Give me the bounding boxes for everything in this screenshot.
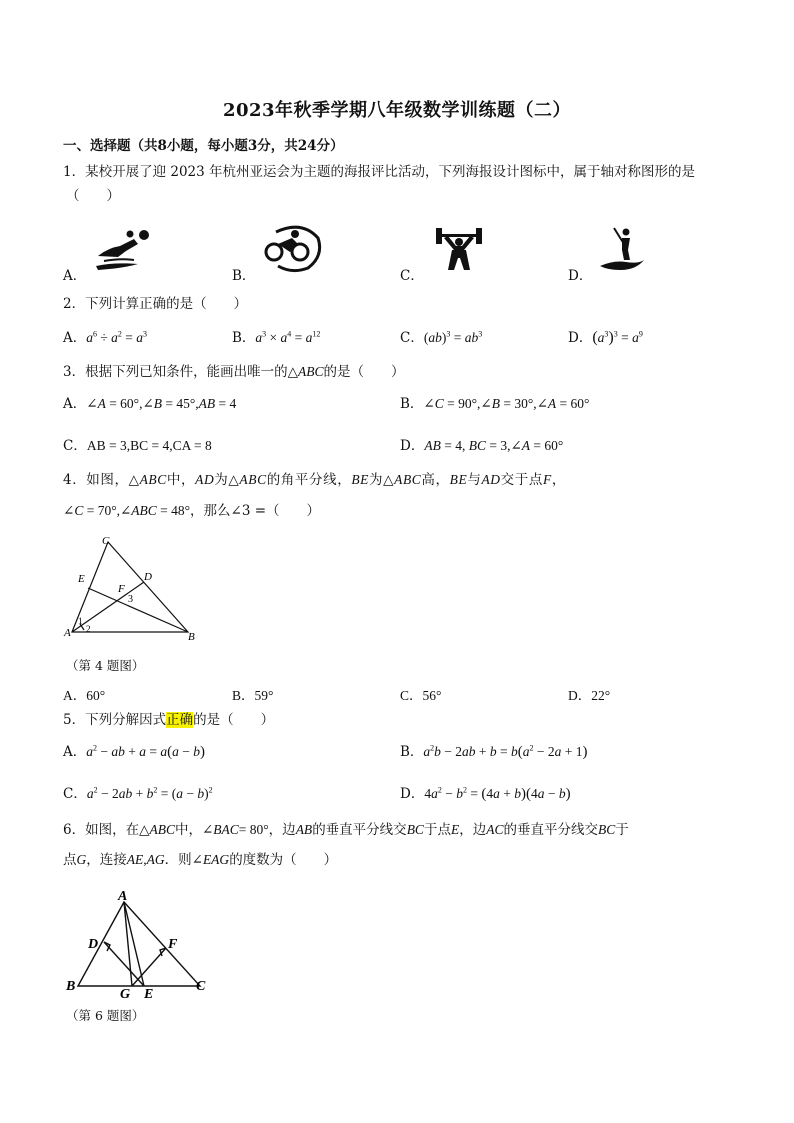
fig4-label-e: E — [78, 573, 85, 585]
question-2-stem: 2．下列计算正确的是（ ） — [63, 296, 248, 312]
question-6-stem-line1: 6．如图，在△ABC中，∠BAC= 80°，边AB的垂直平分线交BC于点E，边AC的垂直平分线交BC于 — [63, 822, 629, 838]
fig4-label-2: 2 — [86, 624, 91, 634]
q4-option-b: B．59° — [232, 688, 274, 703]
question-5-stem: 5．下列分解因式正确的是（ ） — [63, 712, 275, 728]
q3-option-b: B．∠C = 90°,∠B = 30°,∠A = 60° — [400, 396, 590, 412]
highlighted-word: 正确 — [166, 712, 194, 728]
fig6-label-f: F — [168, 937, 178, 952]
cyclist-icon — [262, 222, 324, 274]
fig6-label-c: C — [196, 979, 206, 994]
question-3-stem: 3．根据下列已知条件，能画出唯一的△ABC的是（ ） — [63, 364, 405, 380]
fig6-label-b: B — [66, 979, 76, 994]
q4-option-c: C．56° — [400, 688, 442, 703]
q2-option-c: C．$(ab)^3 = ab^3$ — [400, 329, 483, 346]
q1-option-b-label: B． — [232, 268, 256, 284]
figure-6-triangle — [62, 890, 222, 1000]
q5-option-c: C．$a^2 - 2ab + b^2 = (a - b)^2$ — [63, 785, 213, 802]
q5-option-b: B．$a^2b - 2ab + b = b(a^2 - 2a + 1)$ — [400, 743, 588, 760]
q3-option-d: D．AB = 4, BC = 3,∠A = 60° — [400, 438, 564, 454]
fig4-label-c: C — [102, 535, 110, 547]
question-1-stem: 1．某校开展了迎 2023 年杭州亚运会为主题的海报评比活动，下列海报设计图标中，属于轴对称图形的是 — [63, 164, 696, 180]
figure-6-caption: （第 6 题图） — [66, 1008, 145, 1023]
fig4-label-1: 1 — [78, 616, 83, 626]
q4-option-d: D．22° — [568, 688, 611, 703]
q3-option-c: C．AB = 3,BC = 4,CA = 8 — [63, 438, 212, 454]
question-4-stem-line2: ∠C = 70°,∠ABC = 48°，那么∠3 =（ ） — [63, 503, 321, 519]
golfer-icon — [596, 226, 646, 274]
fig4-label-b: B — [188, 631, 195, 643]
q3-option-a: A．∠A = 60°,∠B = 45°,AB = 4 — [63, 396, 237, 412]
fig4-label-3: 3 — [128, 594, 133, 605]
q1-option-c-label: C． — [400, 268, 424, 284]
fig4-label-f: F — [118, 583, 125, 595]
q1-option-a-label: A． — [63, 268, 87, 284]
figure-4-triangle — [62, 532, 202, 644]
weightlifter-icon — [432, 224, 486, 274]
question-6-stem-line2: 点G，连接AE,AG．则∠EAG的度数为（ ） — [63, 852, 338, 868]
fig6-label-g: G — [120, 987, 131, 1000]
fig6-label-e: E — [144, 987, 154, 1000]
q5-option-d: D．$4a^2 - b^2 = (4a + b)(4a - b)$ — [400, 785, 571, 802]
q5-option-a: A．$a^2$ − ab + a = a(a − b) — [63, 743, 205, 760]
fig4-label-a: A — [64, 627, 71, 639]
q2-option-a: A．$a^6 \div a^2 = a^3$ — [63, 329, 148, 346]
q1-option-d-label: D． — [568, 268, 593, 284]
fig6-label-d: D — [88, 937, 99, 952]
page-title: 2023年秋季学期八年级数学训练题（二） — [222, 100, 572, 121]
section-heading: 一、选择题（共8小题，每小题3分，共24分） — [63, 138, 344, 154]
volleyball-player-icon — [94, 226, 154, 272]
figure-4-caption: （第 4 题图） — [66, 658, 145, 673]
fig6-label-a: A — [118, 890, 128, 904]
question-4-stem-line1: 4．如图，△ABC中，AD为△ABC的角平分线，BE为△ABC高，BE与AD交于点F， — [63, 472, 566, 488]
q2-option-b: B．$a^3 \times a^4 = a^{12}$ — [232, 329, 321, 346]
q2-option-d: D．$(a^3)^3 = a^9$ — [568, 329, 643, 346]
question-1-bracket: （ ） — [66, 188, 120, 204]
q4-option-a: A．60° — [63, 688, 106, 703]
fig4-label-d: D — [144, 571, 152, 583]
